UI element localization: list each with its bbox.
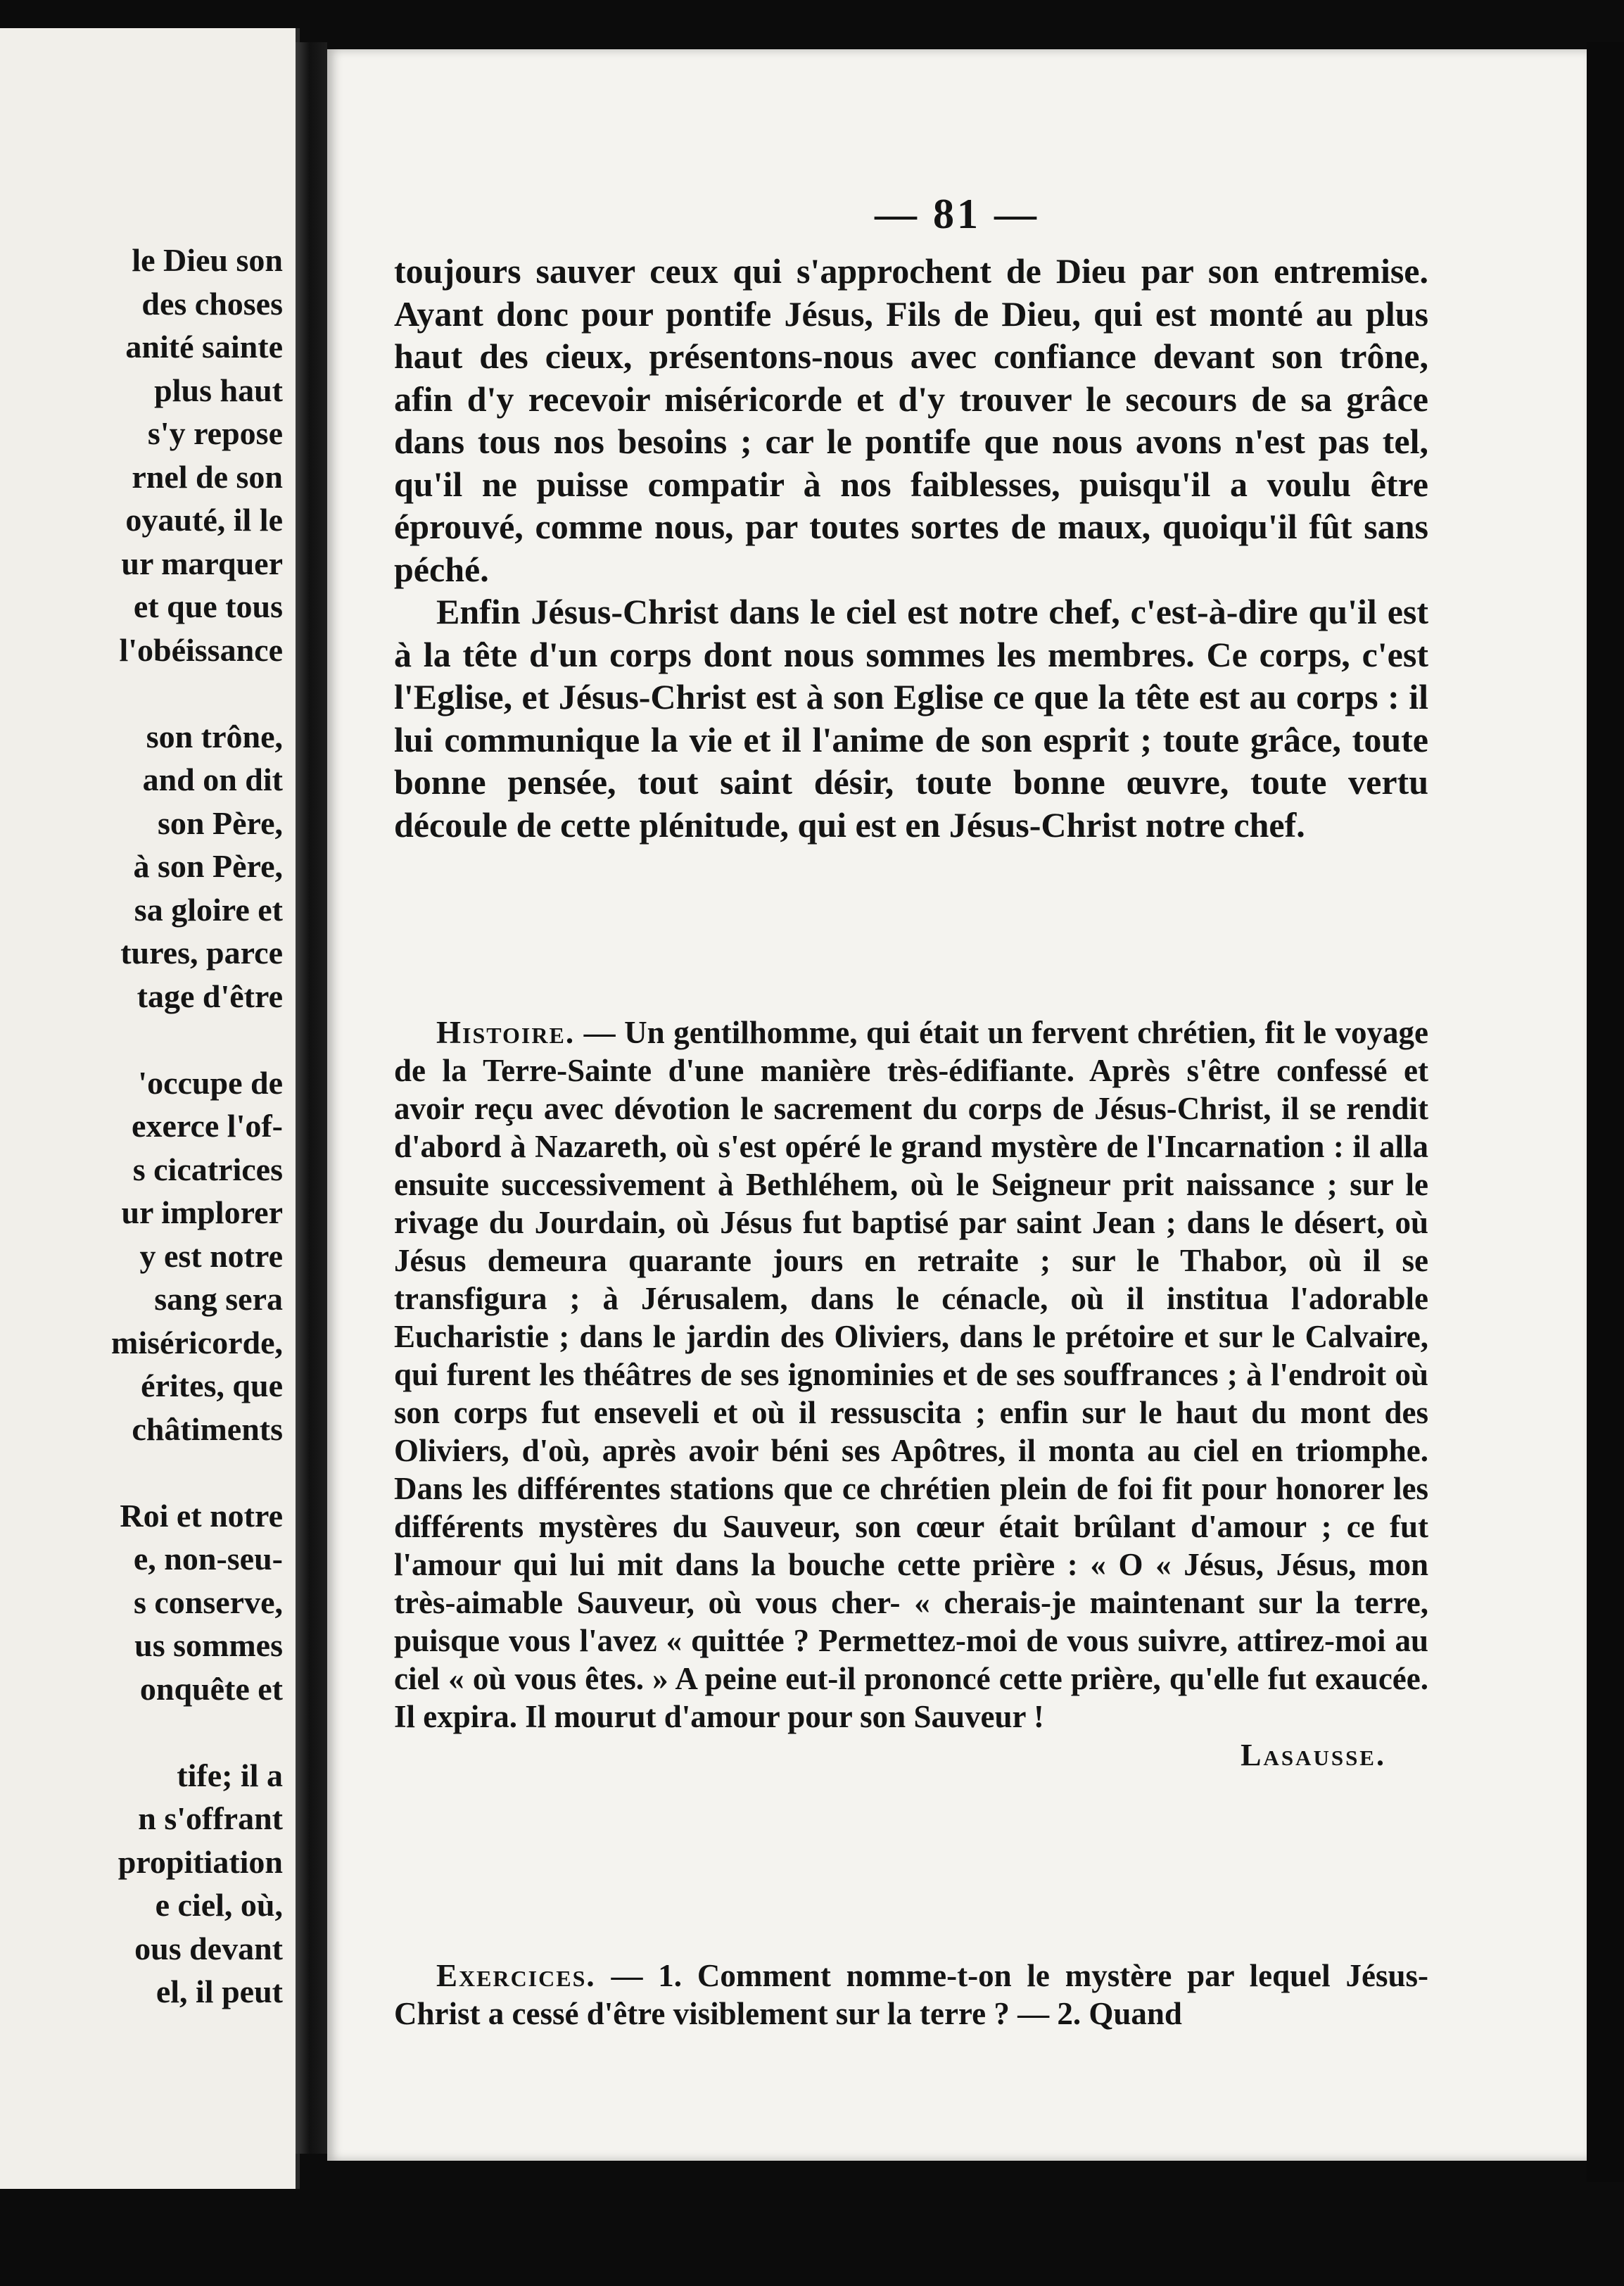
left-page-line: e, non-seu-: [133, 1541, 283, 1577]
paragraph: toujours sauver ceux qui s'approchent de Dieu par son entremise. Ayant donc pour pontife Jésus, Fils de Dieu, qui est monté au plus haut des cieux, présentons-nous avec confiance devant son trône, afin d'y recevoir miséricorde et d'y trouver le secours de sa grâce dans tous nos besoins ; car le pontife que nous avons n'est pas tel, qu'il ne puisse compatir à nos faiblesses, puisqu'il a voulu être éprouvé, comme nous, par toutes sortes de maux, quoiqu'il fût sans péché.: [394, 251, 1428, 589]
exercices-text: — 1. Comment nomme-t-on le mystère par lequel Jésus-Christ a cessé d'être visiblement sur la terre ? — 2. Quand: [394, 1958, 1428, 2031]
histoire-section: [394, 1013, 1428, 1775]
left-page-line: y est notre: [139, 1237, 283, 1274]
left-page-line: exerce l'of-: [132, 1108, 283, 1144]
left-page-line: son trône,: [146, 718, 283, 754]
left-page-line: châtiments: [132, 1410, 283, 1447]
left-page-line: ur marquer: [121, 545, 283, 581]
left-page-line: érites, que: [141, 1368, 283, 1403]
left-page-line: propitiation: [118, 1843, 283, 1880]
page-number: — 81 —: [875, 191, 1039, 237]
left-page-line: el, il peut: [156, 1974, 283, 2009]
left-page-line: n s'offrant: [138, 1800, 283, 1836]
left-page-line: Roi et notre: [120, 1497, 283, 1534]
body-text: [394, 250, 1428, 846]
author-signature: Lasausse.: [1241, 1738, 1386, 1772]
histoire-paragraph: [394, 1013, 1428, 1736]
left-page-line: us sommes: [134, 1627, 283, 1663]
left-page-line: tures, parce: [120, 935, 283, 971]
left-page-line: sang sera: [154, 1281, 283, 1317]
left-page-line: des choses: [141, 285, 283, 322]
left-page-line: plus haut: [154, 372, 283, 408]
left-page-line: ur implorer: [121, 1194, 283, 1230]
left-page-line: le Dieu son: [132, 242, 283, 278]
left-page-line: ous devant: [134, 1930, 283, 1966]
left-page-line: and on dit: [142, 762, 283, 797]
left-page-line: s'y repose: [147, 415, 283, 451]
exercices-section: [394, 1957, 1428, 2033]
book-gutter: [296, 42, 327, 2154]
right-page: [327, 49, 1587, 2161]
left-page-line: à son Père,: [133, 848, 283, 884]
histoire-text: — Un gentilhomme, qui était un fervent chrétien, fit le voyage de la Terre-Sainte d'une manière très-édifiante. Après s'être confessé et avoir reçu avec dévotion le sacrement du corps de Jésus-Christ, il se rendit d'abord à Nazareth, où s'est opéré le grand mystère de l'Incarnation : il alla ensuite successivement à Bethléhem, où le Seigneur prit naissance ; sur le rivage du Jourdain, où Jésus fut baptisé par saint Jean ; dans le désert, où Jésus demeura quarante jours en retraite ; sur le Thabor, où il se transfigura ; à Jérusalem, dans le cénacle, où il institua l'adorable Eucharistie ; dans le jardin des Oliviers, dans le prétoire et sur le Calvaire, qui furent les théâtres de ses ignominies et de ses souffrances ; à l'endroit où son corps fut enseveli et où il ressuscita ; enfin sur le haut du mont des Oliviers, d'où, après avoir béni ses Apôtres, il monta au ciel en triomphe. Dans les différentes stations que ce chrétien plein de foi fit pour honorer les différents mystères du Sauveur, son cœur était brûlant d'amour ; ce fut l'amour qui lui mit dans la bouche cette prière : « O « Jésus, Jésus, mon très-aimable Sauveur, où vous cher- « cherais-je maintenant sur la terre, puisque vous l'avez « quittée ? Permettez-moi de vous suivre, attirez-moi au ciel « où vous êtes. » A peine eut-il prononcé cette prière, qu'elle fut exaucée. Il expira. Il mourut d'amour pour son Sauveur !: [394, 1015, 1428, 1734]
paragraph: Enfin Jésus-Christ dans le ciel est notre chef, c'est-à-dire qu'il est à la tête d'un corps dont nous sommes les membres. Ce corps, c'est l'Eglise, et Jésus-Christ est à son Eglise ce que la tête est au corps : il lui communique la vie et il l'anime de son esprit ; toute grâce, toute bonne pensée, tout saint désir, toute bonne œuvre, toute vertu découle de cette plénitude, qui est en Jésus-Christ notre chef.: [394, 592, 1428, 845]
left-page-line: s conserve,: [133, 1584, 283, 1620]
left-page-line: et que tous: [133, 588, 283, 624]
histoire-label: Histoire.: [436, 1015, 576, 1050]
left-page-line: onquête et: [139, 1670, 283, 1707]
left-page-line: s cicatrices: [132, 1151, 283, 1187]
left-page-line: miséricorde,: [111, 1324, 283, 1360]
page-edge: [1587, 42, 1624, 2182]
left-page-line: e ciel, où,: [155, 1887, 283, 1923]
exercices-label: Exercices.: [436, 1958, 596, 1993]
left-page-line: tage d'être: [137, 978, 283, 1014]
left-page-line: anité sainte: [125, 329, 283, 365]
left-page-line: rnel de son: [132, 458, 283, 495]
left-page-line: oyauté, il le: [125, 502, 283, 538]
left-page-fragment: [0, 28, 300, 2189]
left-page-line: sa gloire et: [134, 891, 283, 928]
exercices-paragraph: [394, 1957, 1428, 2033]
left-page-line: son Père,: [157, 804, 283, 841]
left-page-line: tife; il a: [177, 1757, 283, 1793]
left-page-line: 'occupe de: [138, 1064, 283, 1101]
left-page-line: l'obéissance: [119, 631, 283, 668]
